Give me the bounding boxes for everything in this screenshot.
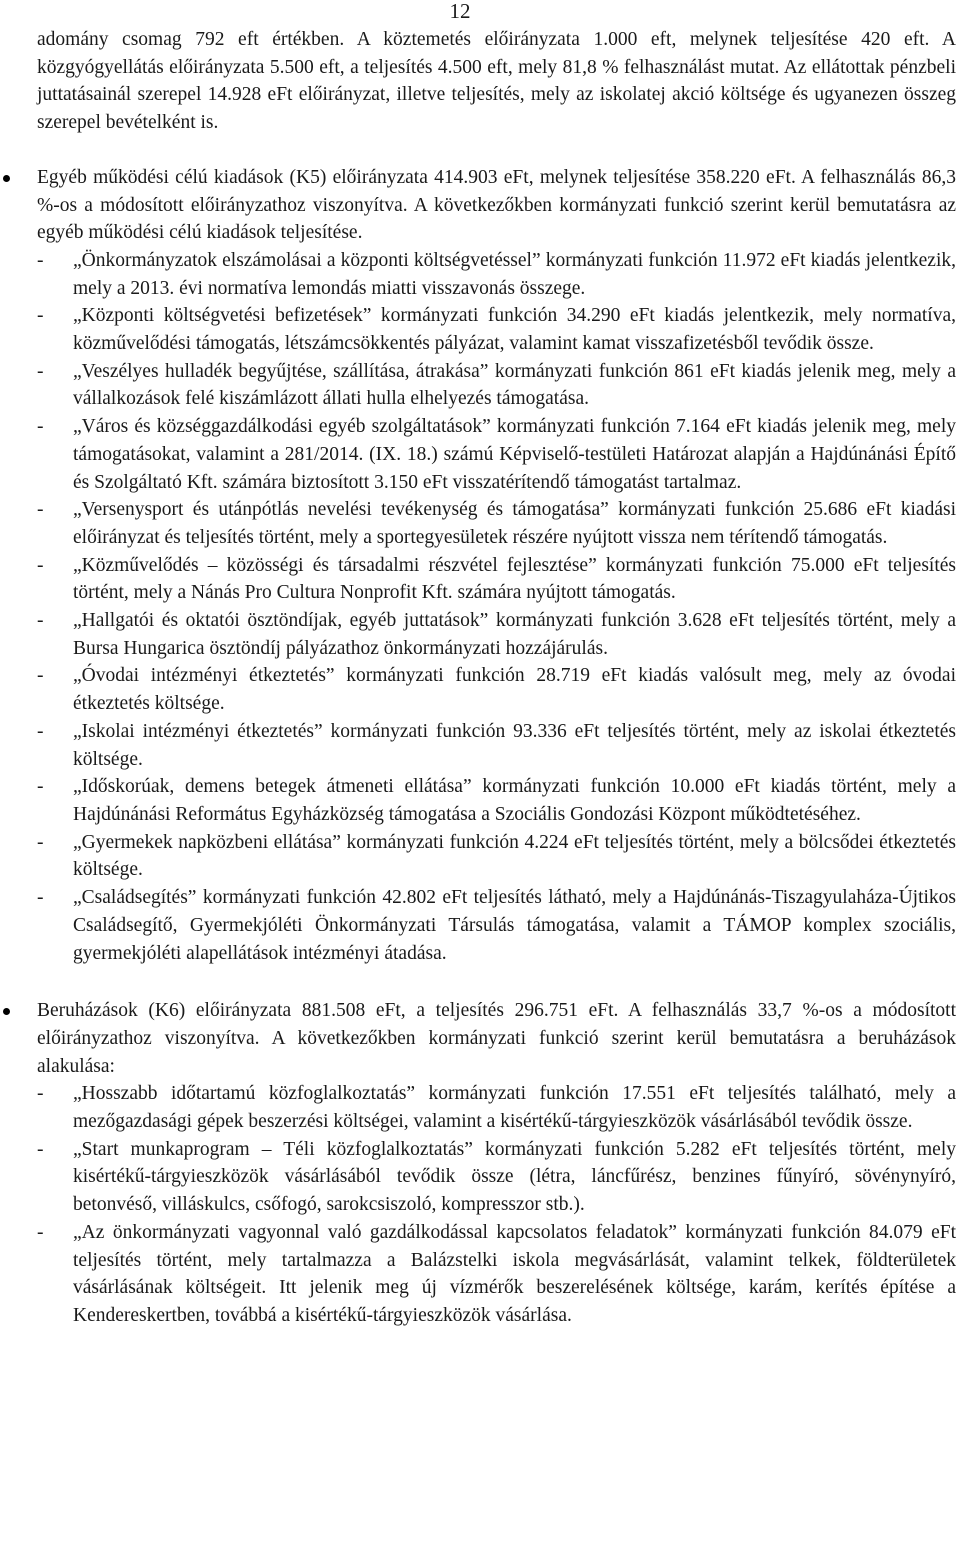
k6-function-list	[37, 1080, 956, 1329]
dash-icon: -	[37, 360, 44, 382]
section-k6	[37, 997, 956, 1329]
dash-icon: -	[37, 831, 44, 853]
list-item: - „Központi költségvetési befizetések” kormányzati funkción 34.290 eFt kiadás jelentkezik, mely normatíva, közművelődési támogatás, létszámcsökkentés pályázat, valamint kamat visszafizetésből tevődik össze.	[37, 302, 956, 357]
section-k5-paragraph: Egyéb működési célú kiadások (K5) előirányzata 414.903 eFt, melynek teljesítése 358.220 eFt. A felhasználás 86,3 %-os a módosított előirányzathoz viszonyítva. A következőkben kormányzati funkció szerint kerül bemutatásra az egyéb működési célú kiadások teljesítése.	[37, 166, 956, 244]
list-item: - „Veszélyes hulladék begyűjtése, szállítása, átrakása” kormányzati funkción 861 eFt kiadás jelenik meg, mely a vállalkozások felé kiszámlázott állati hulla elhelyezés támogatása.	[37, 358, 956, 413]
dash-icon: -	[37, 610, 44, 632]
dash-icon: -	[37, 1221, 44, 1243]
list-item: - „Hosszabb időtartamú közfoglalkoztatás” kormányzati funkción 17.551 eFt teljesítés található, mely a mezőgazdasági gépek beszerzési költségei, valamint a kisértékű-tárgyieszközök vásárlásából tevődik össze.	[37, 1080, 956, 1135]
list-item: - „Önkormányzatok elszámolásai a központi költségvetéssel” kormányzati funkción 11.972 eFt kiadás jelentkezik, mely a 2013. évi normatíva lemondás miatti visszavonás összege.	[37, 247, 956, 302]
list-item: - „Közművelődés – közösségi és társadalmi részvétel fejlesztése” kormányzati funkción 75.000 eFt teljesítés történt, mely a Nánás Pro Cultura Nonprofit Kft. számára nyújtott támogatás.	[37, 552, 956, 607]
list-item: - „Versenysport és utánpótlás nevelési tevékenység és támogatása” kormányzati funkción 25.686 eFt kiadási előirányzat és teljesítés történt, mely a sportegyesületek részére nyújtott vissza nem térítendő támogatás.	[37, 496, 956, 551]
dash-icon: -	[37, 776, 44, 798]
list-item: - „Időskorúak, demens betegek átmeneti ellátása” kormányzati funkción 10.000 eFt kiadás történt, mely a Hajdúnánási Református Egyházközség támogatása a Szociális Gondozási Központ működtetéséhez.	[37, 773, 956, 828]
page-number: 12	[449, 0, 471, 23]
dash-icon: -	[37, 1138, 44, 1160]
list-item: - „Város és községgazdálkodási egyéb szolgáltatások” kormányzati funkción 7.164 eFt kiadás jelenik meg, mely támogatásokat, valamint a 281/2014. (IX. 18.) számú Képviselő-testületi Határozat alapján a Hajdúnánási Építő és Szolgáltató Kft. számára biztosított 3.150 eFt visszatérítendő támogatást tartalmaz.	[37, 413, 956, 496]
dash-icon: -	[37, 1083, 44, 1105]
dash-icon: -	[37, 249, 44, 271]
bullet-icon	[3, 1008, 10, 1015]
bullet-icon	[3, 175, 10, 182]
list-item: - „Óvodai intézményi étkeztetés” kormányzati funkción 28.719 eFt kiadás valósult meg, mely az óvodai étkeztetés költsége.	[37, 662, 956, 717]
document-body	[37, 26, 956, 1330]
list-item: - „Iskolai intézményi étkeztetés” kormányzati funkción 93.336 eFt teljesítés történt, mely az iskolai étkeztetés költsége.	[37, 718, 956, 773]
intro-paragraph: adomány csomag 792 eft értékben. A köztemetés előirányzata 1.000 eft, melynek teljesítése 420 eft. A közgyógyellátás előirányzata 5.500 eft, a teljesítés 4.500 eft, mely 81,8 % felhasználást mutat. Az ellátottak pénzbeli juttatásainál szerepel 14.928 eFt előirányzat, illetve teljesítés, mely az iskolatej akció költsége és ugyanezen összeg szerepel bevételként is.	[37, 29, 956, 134]
dash-icon: -	[37, 665, 44, 687]
dash-icon: -	[37, 887, 44, 909]
list-item: - „Gyermekek napközbeni ellátása” kormányzati funkción 4.224 eFt teljesítés történt, mely a bölcsődei étkeztetés költsége.	[37, 829, 956, 884]
dash-icon: -	[37, 720, 44, 742]
spacer	[37, 137, 956, 164]
section-k5	[37, 164, 956, 967]
spacer	[37, 967, 956, 997]
list-item: - „Az önkormányzati vagyonnal való gazdálkodással kapcsolatos feladatok” kormányzati funkción 84.079 eFt teljesítés történt, mely tartalmazza a Balázstelki iskola megvásárlását, valamint telkek, földterületek vásárlásának költségeit. Itt jelenik meg új vízmérők beszerelésének költsége, karám, kerítés építése a Kendereskertben, továbbá a kisértékű-tárgyieszközök vásárlása.	[37, 1219, 956, 1330]
dash-icon: -	[37, 416, 44, 438]
dash-icon: -	[37, 499, 44, 521]
list-item: - „Családsegítés” kormányzati funkción 42.802 eFt teljesítés látható, mely a Hajdúnánás-Tiszagyulaháza-Újtikos Családsegítő, Gyermekjóléti Önkormányzati Társulás támogatása, valamit a TÁMOP komplex szociális, gyermekjóléti alapellátások intézményi átadása.	[37, 884, 956, 967]
dash-icon: -	[37, 554, 44, 576]
dash-icon: -	[37, 305, 44, 327]
list-item: - „Start munkaprogram – Téli közfoglalkoztatás” kormányzati funkción 5.282 eFt teljesítés történt, mely kisértékű-tárgyieszközök vásárlásából tevődik össze (létra, láncfűrész, benzines fűnyíró, sövénynyíró, betonvéső, villáskulcs, csőfogó, sarokcsiszoló, kompresszor stb.).	[37, 1136, 956, 1219]
section-k6-paragraph: Beruházások (K6) előirányzata 881.508 eFt, a teljesítés 296.751 eFt. A felhasználás 33,7 %-os a módosított előirányzathoz viszonyítva. A következőkben kormányzati funkció szerint kerül bemutatásra a beruházások alakulása:	[37, 1000, 956, 1077]
k5-function-list	[37, 247, 956, 967]
list-item: - „Hallgatói és oktatói ösztöndíjak, egyéb juttatások” kormányzati funkción 3.628 eFt teljesítés történt, mely a Bursa Hungarica ösztöndíj pályázathoz önkormányzati hozzájárulás.	[37, 607, 956, 662]
